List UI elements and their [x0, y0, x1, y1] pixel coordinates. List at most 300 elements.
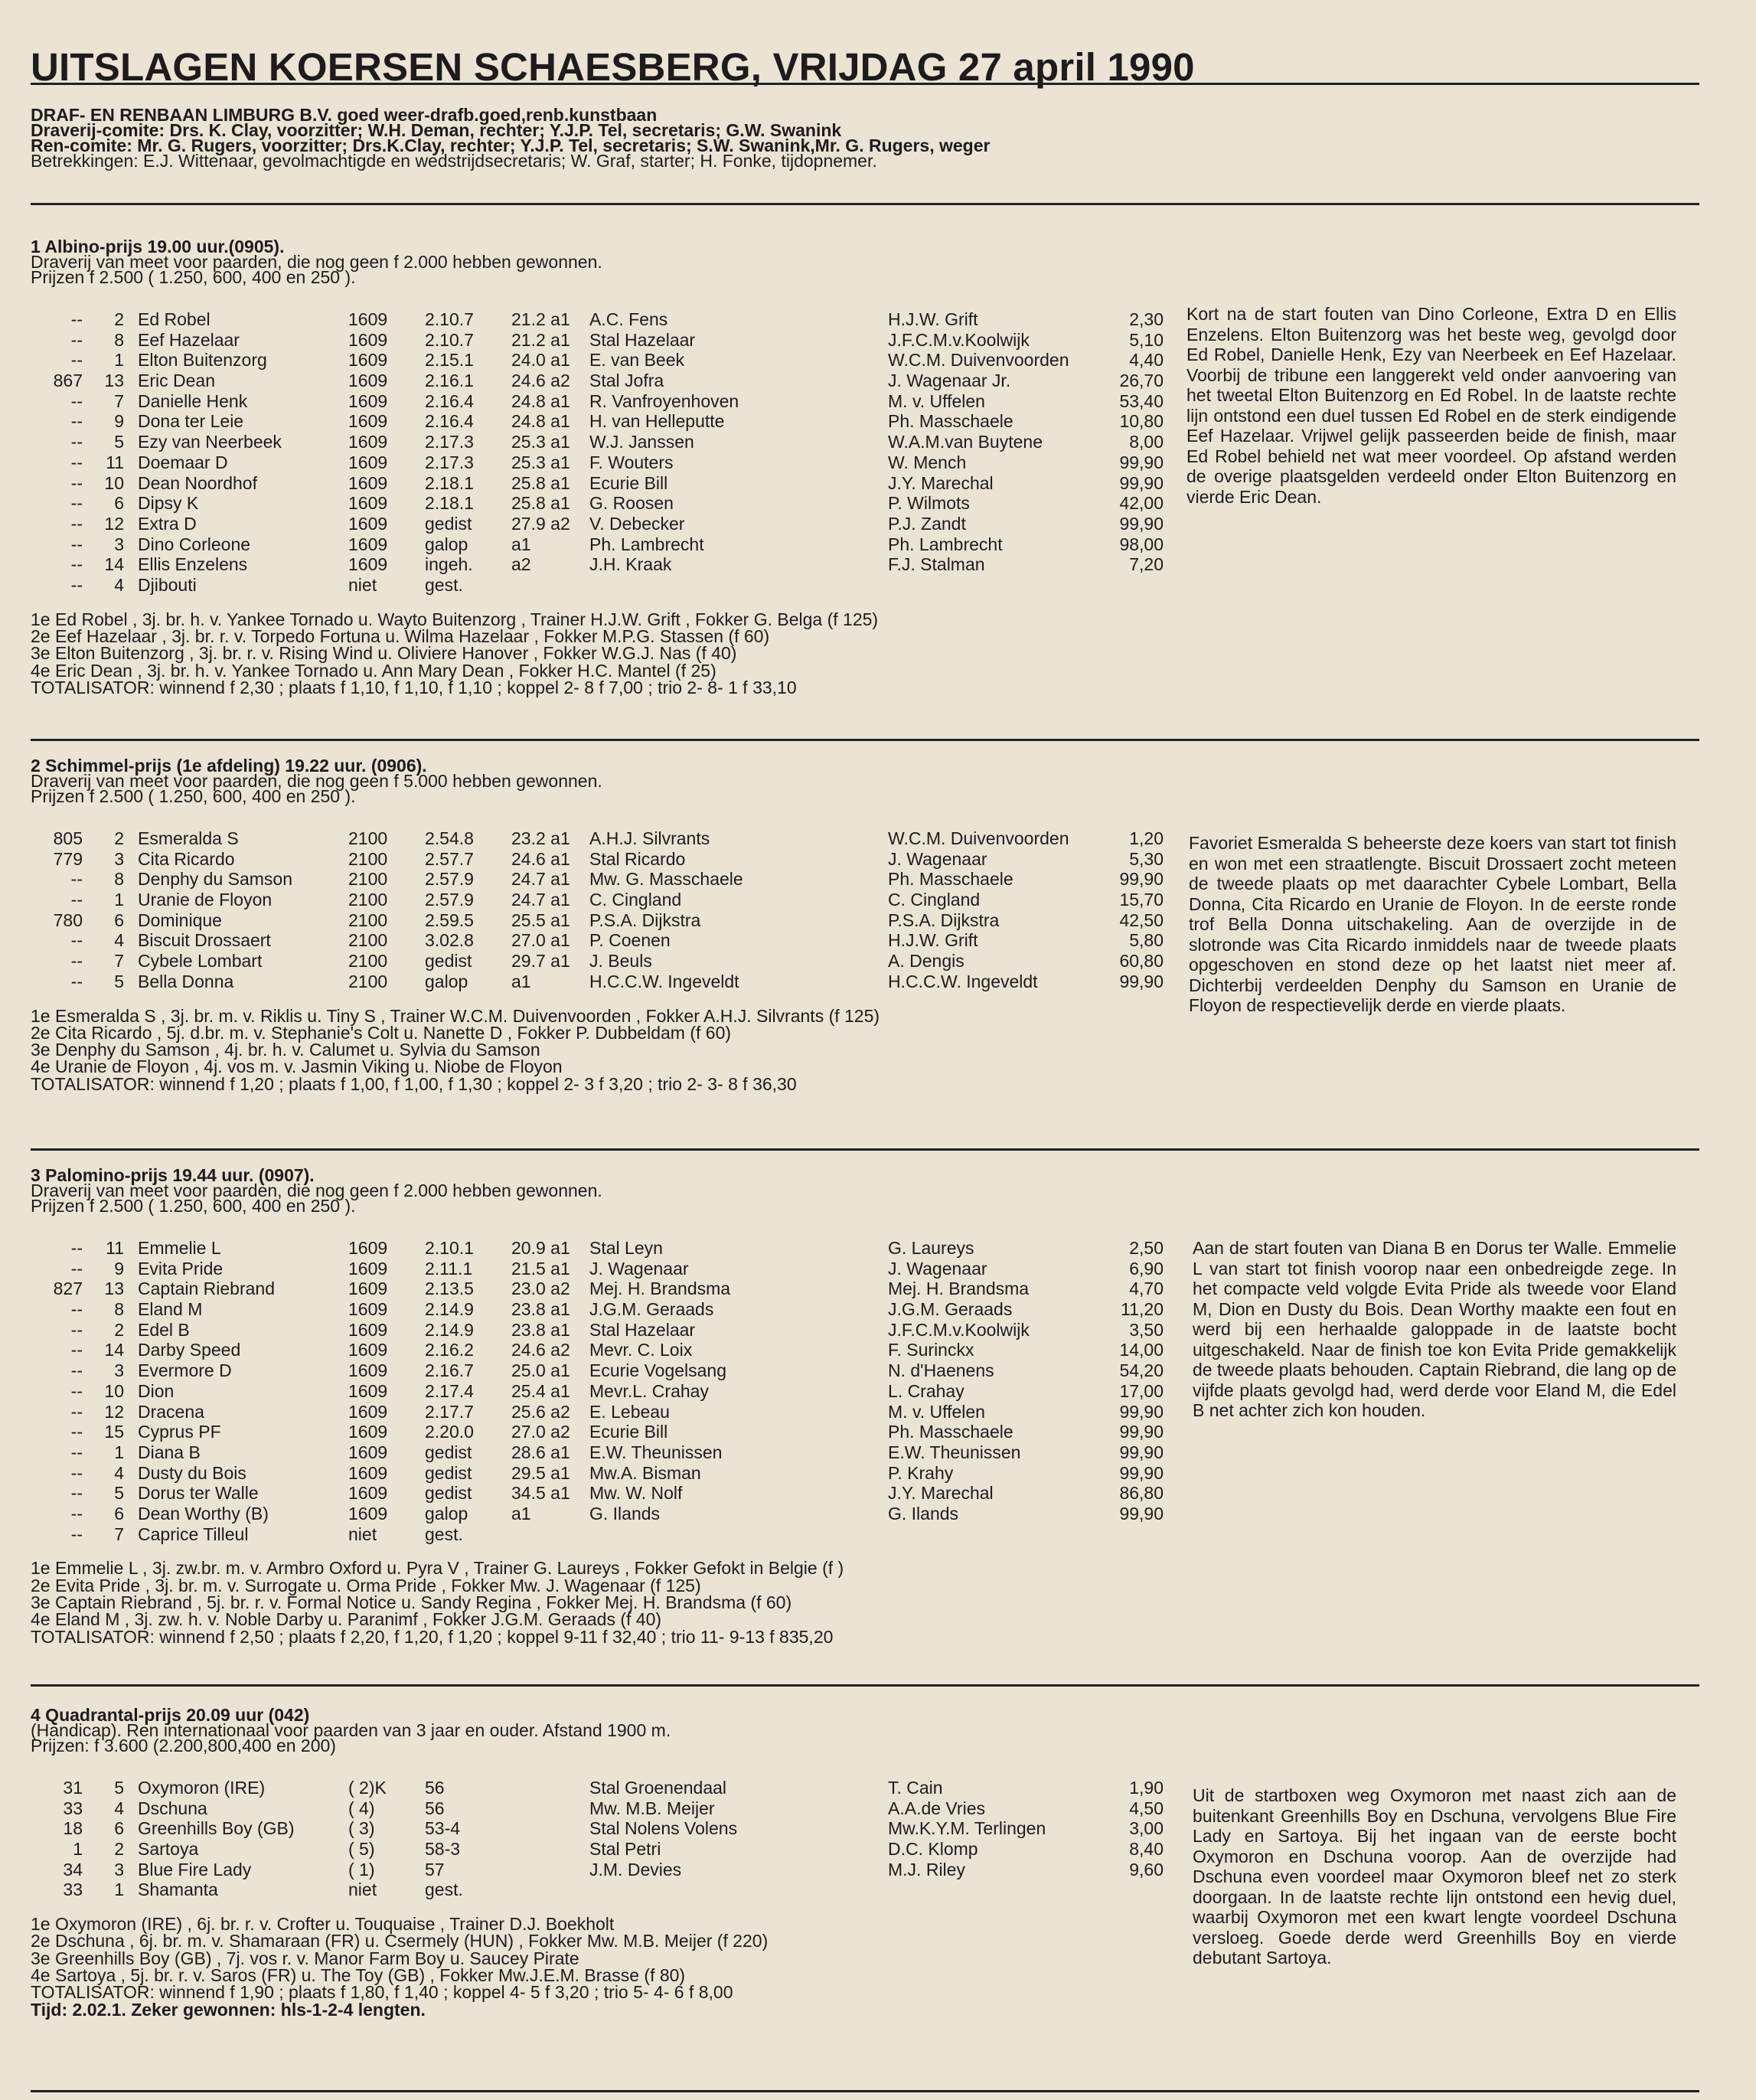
page-title: UITSLAGEN KOERSEN SCHAESBERG, VRIJDAG 27 april 1990: [31, 45, 1195, 89]
owner: Ph. Lambrecht: [589, 534, 704, 554]
horse-name: Ellis Enzelens: [138, 554, 248, 575]
driver: Mw.K.Y.M. Terlingen: [888, 1818, 1046, 1839]
time: 2.57.9: [425, 890, 474, 910]
time: 3.02.8: [425, 930, 474, 951]
start-number: 13: [104, 1279, 124, 1299]
km-time: 25.8 a1: [511, 472, 570, 493]
driver: J.G.M. Geraads: [888, 1299, 1013, 1320]
km-time: 24.7 a1: [511, 890, 570, 910]
owner: Stal Ricardo: [589, 848, 686, 869]
placing-line: 1e Emmelie L , 3j. zw.br. m. v. Armbro Oxford u. Pyra V , Trainer G. Laureys , Fokker Gefokt in Belgie (f ): [31, 1558, 844, 1579]
odds: 10,80: [1119, 411, 1164, 432]
placing-line: 4e Eland M , 3j. zw. h. v. Noble Darby u. Paranimf , Fokker J.G.M. Geraads (f 40): [31, 1609, 662, 1630]
race-report: Uit de startboxen weg Oxymoron met naast zich aan de buitenkant Greenhills Boy en Dschuna, vervolgens Blue Fire Lady en Sartoya. Bij het ingaan van de eerste bocht Oxymoron en Dschuna voorop. Aan de overzijde had Dschuna even voordeel maar Oxymoron bleef net zo sterk doorgaan. In de laatste rechte lijn ontstond een hevig duel, waarbij Oxymoron met een kwart lengte voordeel Dschuna versloeg. Goede derde werd Greenhills Boy en vierde debutant Sartoya.: [1193, 1785, 1676, 1968]
km-time: 24.8 a1: [511, 390, 570, 411]
time: 53-4: [425, 1818, 461, 1839]
start-number: 14: [104, 554, 124, 575]
time: galop: [425, 1503, 468, 1524]
prev-race-number: --: [70, 951, 83, 972]
horse-name: Eric Dean: [138, 371, 215, 391]
distance: 1609: [348, 1462, 388, 1483]
time: 2.16.7: [425, 1360, 474, 1381]
distance: 1609: [348, 513, 388, 534]
km-time: 20.9 a1: [511, 1238, 570, 1258]
km-time: 21.2 a1: [511, 329, 570, 350]
km-time: 29.7 a1: [511, 951, 570, 972]
time: 2.10.7: [425, 309, 474, 329]
owner: Ecurie Vogelsang: [589, 1360, 727, 1381]
start-number: 3: [114, 1360, 124, 1381]
prev-race-number: 779: [53, 848, 83, 869]
horse-name: Dusty du Bois: [138, 1462, 246, 1483]
prev-race-number: 780: [53, 910, 83, 930]
km-time: 25.8 a1: [511, 493, 570, 514]
placing-line: 2e Eef Hazelaar , 3j. br. r. v. Torpedo Fortuna u. Wilma Hazelaar , Fokker M.P.G. Stassen (f 60): [31, 625, 770, 646]
horse-name: Djibouti: [138, 574, 197, 595]
table-row: [31, 1442, 1707, 1463]
time: 2.17.3: [425, 432, 474, 452]
owner: Ecurie Bill: [589, 1422, 668, 1442]
placing-line: 3e Greenhills Boy (GB) , 7j. vos r. v. Manor Farm Boy u. Saucey Pirate: [31, 1948, 579, 1968]
time: 56: [425, 1798, 445, 1818]
distance: 1609: [348, 1483, 388, 1504]
driver: Ph. Lambrecht: [888, 534, 1003, 554]
odds: 5,80: [1129, 930, 1164, 951]
km-time: 25.3 a1: [511, 452, 570, 472]
race-header: [31, 1165, 1707, 1216]
start-number: 3: [114, 534, 124, 554]
time: gedist: [425, 1442, 472, 1462]
km-time: 25.6 a2: [511, 1401, 570, 1422]
km-time: a2: [511, 554, 531, 575]
distance: 1609: [348, 1238, 388, 1258]
race-prizes: Prijzen f 2.500 ( 1.250, 600, 400 en 250 ).: [31, 1196, 356, 1216]
start-number: 11: [106, 1238, 124, 1258]
odds: 5,30: [1129, 848, 1164, 869]
start-number: 3: [114, 1859, 124, 1880]
km-time: 23.8 a1: [511, 1299, 570, 1320]
time: 2.10.7: [425, 329, 474, 350]
owner: Stal Nolens Volens: [589, 1818, 738, 1839]
time: 2.17.7: [425, 1401, 474, 1422]
start-number: 2: [114, 1319, 124, 1340]
owner: J.M. Devies: [589, 1859, 682, 1880]
distance: 2100: [348, 828, 388, 848]
driver: E.W. Theunissen: [888, 1442, 1021, 1462]
owner: P. Coenen: [589, 930, 671, 951]
driver: T. Cain: [888, 1778, 943, 1798]
owner: Stal Groenendaal: [589, 1778, 727, 1798]
driver: Ph. Masschaele: [888, 1422, 1013, 1442]
prev-race-number: --: [70, 1462, 83, 1483]
distance: 1609: [348, 554, 388, 575]
odds: 99,90: [1119, 1442, 1164, 1462]
owner: Mw.A. Bisman: [589, 1462, 701, 1483]
prev-race-number: 18: [63, 1818, 83, 1839]
time: gedist: [425, 951, 472, 972]
horse-name: Ed Robel: [138, 309, 211, 329]
odds: 99,90: [1119, 472, 1164, 493]
driver: W.C.M. Duivenvoorden: [888, 350, 1069, 371]
distance: 1609: [348, 1442, 388, 1462]
time: 2.14.9: [425, 1299, 474, 1320]
race-desc: Draverij van meet voor paarden, die nog geen f 2.000 hebben gewonnen.: [31, 1181, 602, 1200]
distance: 1609: [348, 1299, 388, 1320]
race-1: [31, 239, 1707, 696]
table-row: [31, 1422, 1707, 1442]
prev-race-number: 34: [63, 1859, 83, 1880]
driver: H.J.W. Grift: [888, 930, 978, 951]
odds: 4,70: [1129, 1279, 1164, 1299]
placing-line: 2e Dschuna , 6j. br. m. v. Shamaraan (FR) u. Csermely (HUN) , Fokker Mw. M.B. Meijer (f 220): [31, 1931, 769, 1951]
horse-name: Eef Hazelaar: [138, 329, 240, 350]
distance: 1609: [348, 534, 388, 554]
km-time: 25.4 a1: [511, 1380, 570, 1401]
time: 2.15.1: [425, 350, 474, 371]
race-divider: [31, 1148, 1699, 1151]
horse-name: Bella Donna: [138, 971, 234, 991]
horse-name: Dona ter Leie: [138, 411, 244, 432]
venue-line: DRAF- EN RENBAAN LIMBURG B.V. goed weer-drafb.goed,renb.kunstbaan: [31, 105, 658, 125]
driver: M. v. Uffelen: [888, 1401, 985, 1422]
prev-race-number: --: [70, 1299, 83, 1320]
racing-committee-line: Ren-comite: Mr. G. Rugers, voorzitter; Drs.K.Clay, rechter; Y.J.P. Tel, secretaris; S.W. Swanink,Mr. G. Rugers, weger: [31, 136, 991, 155]
owner: R. Vanfroyenhoven: [589, 390, 739, 411]
table-row: [31, 1504, 1707, 1524]
time: gedist: [425, 1462, 472, 1483]
start-number: 8: [114, 869, 124, 890]
odds: 60,80: [1119, 951, 1164, 972]
race-prizes: Prijzen f 2.500 ( 1.250, 600, 400 en 250 ).: [31, 786, 356, 806]
odds: 15,70: [1119, 890, 1164, 910]
km-time: 27.0 a2: [511, 1422, 570, 1442]
time: 2.57.9: [425, 869, 474, 890]
prev-race-number: --: [70, 432, 83, 452]
km-time: 24.6 a2: [511, 1340, 570, 1360]
placing-line: 1e Oxymoron (IRE) , 6j. br. r. v. Crofter u. Touquaise , Trainer D.J. Boekholt: [31, 1914, 615, 1935]
driver: A. Dengis: [888, 951, 964, 972]
odds: 7,20: [1129, 554, 1164, 575]
km-time: 24.0 a1: [511, 350, 570, 371]
officials-line: Betrekkingen: E.J. Wittenaar, gevolmachtigde en wedstrijdsecretaris; W. Graf, starter; H. Fonke, tijdopnemer.: [31, 151, 877, 171]
time: 2.14.9: [425, 1319, 474, 1340]
owner: E.W. Theunissen: [589, 1442, 723, 1462]
owner: W.J. Janssen: [589, 432, 694, 452]
prev-race-number: --: [70, 574, 83, 595]
placing-line: TOTALISATOR: winnend f 1,20 ; plaats f 1,00, f 1,00, f 1,30 ; koppel 2- 3 f 3,20 ; trio 2- 3- 8 f 36,30: [31, 1073, 797, 1094]
driver: Ph. Masschaele: [888, 869, 1013, 890]
placing-line: 4e Uranie de Floyon , 4j. vos m. v. Jasmin Viking u. Niobe de Floyon: [31, 1057, 563, 1077]
distance: 1609: [348, 472, 388, 493]
title-divider: [31, 83, 1699, 85]
distance: ( 4): [348, 1798, 375, 1818]
owner: E. van Beek: [589, 350, 685, 371]
distance: 1609: [348, 1401, 388, 1422]
race-divider: [31, 2090, 1699, 2092]
prev-race-number: --: [70, 1258, 83, 1279]
start-number: 5: [114, 432, 124, 452]
odds: 54,20: [1119, 1360, 1164, 1381]
start-number: 5: [114, 971, 124, 991]
time: 2.54.8: [425, 828, 474, 848]
start-number: 1: [114, 1442, 124, 1462]
placing-line: TOTALISATOR: winnend f 2,30 ; plaats f 1,10, f 1,10, f 1,10 ; koppel 2- 8 f 7,00 ; trio 2- 8- 1 f 33,10: [31, 677, 797, 697]
odds: 99,90: [1119, 452, 1164, 472]
distance: 2100: [348, 930, 388, 951]
race-title: 2 Schimmel-prijs (1e afdeling) 19.22 uur. (0906).: [31, 756, 427, 776]
horse-name: Doemaar D: [138, 452, 228, 472]
start-number: 2: [114, 1839, 124, 1860]
horse-name: Danielle Henk: [138, 390, 248, 411]
distance: niet: [348, 1880, 377, 1900]
race-desc: Draverij van meet voor paarden, die nog geen f 5.000 hebben gewonnen.: [31, 771, 602, 791]
odds: 9,60: [1129, 1859, 1164, 1880]
table-row: [31, 575, 1707, 596]
start-number: 5: [114, 1778, 124, 1798]
start-number: 2: [114, 309, 124, 329]
horse-name: Elton Buitenzorg: [138, 350, 267, 371]
km-time: 27.9 a2: [511, 513, 570, 534]
time: gest.: [425, 1524, 463, 1544]
driver: Mej. H. Brandsma: [888, 1279, 1030, 1299]
driver: H.J.W. Grift: [888, 309, 978, 329]
owner: P.S.A. Dijkstra: [589, 910, 701, 930]
horse-name: Esmeralda S: [138, 828, 239, 848]
horse-name: Denphy du Samson: [138, 869, 293, 890]
time: 2.18.1: [425, 472, 474, 493]
distance: 2100: [348, 951, 388, 972]
distance: 2100: [348, 910, 388, 930]
prev-race-number: --: [70, 493, 83, 514]
owner: Ecurie Bill: [589, 472, 668, 493]
start-number: 6: [114, 1818, 124, 1839]
meeting-info: [31, 105, 991, 171]
driver: W.C.M. Duivenvoorden: [888, 828, 1069, 848]
odds: 3,00: [1129, 1818, 1164, 1839]
prev-race-number: --: [70, 350, 83, 371]
prev-race-number: 33: [63, 1880, 83, 1900]
start-number: 7: [114, 951, 124, 972]
placing-line: 3e Captain Riebrand , 5j. br. r. v. Formal Notice u. Sandy Regina , Fokker Mej. H. Brandsma (f 60): [31, 1592, 792, 1612]
driver: N. d'Haenens: [888, 1360, 994, 1381]
start-number: 8: [114, 329, 124, 350]
info-divider: [31, 203, 1699, 205]
time: 2.13.5: [425, 1279, 474, 1299]
km-time: 21.5 a1: [511, 1258, 570, 1279]
owner: A.C. Fens: [589, 309, 668, 329]
odds: 86,80: [1119, 1483, 1164, 1504]
odds: 2,50: [1129, 1238, 1164, 1258]
horse-name: Captain Riebrand: [138, 1279, 276, 1299]
start-number: 7: [114, 1524, 124, 1544]
race-desc: (Handicap). Ren internationaal voor paarden van 3 jaar en ouder. Afstand 1900 m.: [31, 1720, 671, 1740]
driver: J.F.C.M.v.Koolwijk: [888, 1319, 1030, 1340]
horse-name: Dracena: [138, 1401, 204, 1422]
km-time: 21.2 a1: [511, 309, 570, 329]
horse-name: Edel B: [138, 1319, 190, 1340]
horse-name: Dean Worthy (B): [138, 1503, 269, 1524]
start-number: 14: [104, 1340, 124, 1360]
driver: M.J. Riley: [888, 1859, 965, 1880]
placing-line: Tijd: 2.02.1. Zeker gewonnen: hls-1-2-4 lengten.: [31, 1999, 426, 2020]
race-prizes: Prijzen: f 3.600 (2.200,800,400 en 200): [31, 1736, 336, 1755]
owner: H. van Helleputte: [589, 411, 725, 432]
driver: Ph. Masschaele: [888, 411, 1013, 432]
horse-name: Emmelie L: [138, 1238, 221, 1258]
horse-name: Evita Pride: [138, 1258, 224, 1279]
distance: 1609: [348, 493, 388, 514]
owner: Mevr.L. Crahay: [589, 1380, 709, 1401]
horse-name: Evermore D: [138, 1360, 232, 1381]
time: 2.16.4: [425, 390, 474, 411]
prev-race-number: --: [70, 411, 83, 432]
table-row: [31, 1483, 1707, 1504]
horse-name: Uranie de Floyon: [138, 890, 273, 910]
km-time: 27.0 a1: [511, 930, 570, 951]
odds: 14,00: [1119, 1340, 1164, 1360]
odds: 99,90: [1119, 1401, 1164, 1422]
owner: Stal Petri: [589, 1839, 661, 1860]
prev-race-number: --: [70, 930, 83, 951]
odds: 26,70: [1119, 371, 1164, 391]
table-row: [31, 554, 1707, 575]
race-report: Kort na de start fouten van Dino Corleone, Extra D en Ellis Enzelens. Elton Buitenzorg was het beste weg, gevolgd door Ed Robel, Danielle Henk, Ezy van Neerbeek en Eef Hazelaar. Voorbij de tribune een langgerekt veld onder aanvoering van het tweetal Elton Buitenzorg en Ed Robel. In de laatste rechte lijn ontstond een duel tussen Ed Robel en de sterk eindigende Eef Hazelaar. Vrijwel gelijk passeerden beide de finish, maar Ed Robel behield net wat meer voordeel. Op afstand werden de overige plaatsgelden verdeeld onder Elton Buitenzorg en vierde Eric Dean.: [1186, 304, 1676, 507]
prev-race-number: --: [70, 329, 83, 350]
table-row: [31, 1524, 1707, 1545]
driver: P.J. Zandt: [888, 513, 966, 534]
time: 56: [425, 1778, 445, 1798]
distance: 1609: [348, 1340, 388, 1360]
owner: Stal Jofra: [589, 371, 664, 391]
owner: Mevr. C. Loix: [589, 1340, 693, 1360]
start-number: 1: [114, 350, 124, 371]
placing-line: 1e Esmeralda S , 3j. br. m. v. Riklis u. Tiny S , Trainer W.C.M. Duivenvoorden , Fokker A.H.J. Silvrants (f 125): [31, 1005, 880, 1026]
race-3: [31, 1165, 1707, 1647]
horse-name: Diana B: [138, 1442, 201, 1462]
start-number: 4: [114, 930, 124, 951]
start-number: 4: [114, 1798, 124, 1818]
distance: 1609: [348, 1258, 388, 1279]
owner: A.H.J. Silvrants: [589, 828, 710, 848]
km-time: 25.5 a1: [511, 910, 570, 930]
horse-name: Dion: [138, 1380, 175, 1401]
driver: H.C.C.W. Ingeveldt: [888, 971, 1038, 991]
distance: 1609: [348, 1422, 388, 1442]
km-time: 24.6 a2: [511, 371, 570, 391]
driver: J.Y. Marechal: [888, 1483, 994, 1504]
prev-race-number: --: [70, 534, 83, 554]
distance: 1609: [348, 1503, 388, 1524]
time: 58-3: [425, 1839, 461, 1860]
start-number: 2: [114, 828, 124, 848]
race-header: [31, 239, 1707, 285]
table-row: [31, 514, 1707, 534]
prev-race-number: --: [70, 1422, 83, 1442]
horse-name: Oxymoron (IRE): [138, 1778, 266, 1798]
race-title: 3 Palomino-prijs 19.44 uur. (0907).: [31, 1165, 315, 1185]
owner: G. Roosen: [589, 493, 674, 514]
km-time: 23.8 a1: [511, 1319, 570, 1340]
km-time: a1: [511, 534, 531, 554]
distance: 1609: [348, 390, 388, 411]
owner: Stal Leyn: [589, 1238, 663, 1258]
distance: 1609: [348, 1279, 388, 1299]
odds: 99,90: [1119, 513, 1164, 534]
prev-race-number: --: [70, 1319, 83, 1340]
placings: [31, 1005, 1707, 1094]
start-number: 6: [114, 910, 124, 930]
driver: J. Wagenaar: [888, 848, 987, 869]
placing-line: 4e Sartoya , 5j. br. r. v. Saros (FR) u. The Toy (GB) , Fokker Mw.J.E.M. Brasse (f 80): [31, 1965, 686, 1986]
horse-name: Cita Ricardo: [138, 848, 235, 869]
prev-race-number: --: [70, 309, 83, 329]
distance: niet: [348, 1524, 377, 1544]
prev-race-number: --: [70, 1503, 83, 1524]
start-number: 3: [114, 848, 124, 869]
prev-race-number: --: [70, 890, 83, 910]
driver: P. Krahy: [888, 1462, 954, 1483]
odds: 4,40: [1129, 350, 1164, 371]
prev-race-number: 827: [53, 1279, 83, 1299]
time: galop: [425, 534, 468, 554]
start-number: 9: [114, 1258, 124, 1279]
owner: J. Beuls: [589, 951, 652, 972]
driver: P. Wilmots: [888, 493, 970, 514]
start-number: 7: [114, 390, 124, 411]
km-time: 24.8 a1: [511, 411, 570, 432]
owner: V. Debecker: [589, 513, 685, 534]
owner: Stal Hazelaar: [589, 1319, 696, 1340]
time: 2.11.1: [425, 1258, 473, 1279]
driver: F. Surinckx: [888, 1340, 974, 1360]
horse-name: Eland M: [138, 1299, 203, 1320]
time: 2.17.3: [425, 452, 474, 472]
driver: L. Crahay: [888, 1380, 964, 1401]
odds: 42,50: [1119, 910, 1164, 930]
distance: 1609: [348, 1319, 388, 1340]
horse-name: Dean Noordhof: [138, 472, 257, 493]
race-title: 4 Quadrantal-prijs 20.09 uur (042): [31, 1705, 310, 1725]
odds: 1,90: [1129, 1778, 1164, 1798]
horse-name: Dschuna: [138, 1798, 207, 1818]
horse-name: Biscuit Drossaert: [138, 930, 271, 951]
horse-name: Caprice Tilleul: [138, 1524, 249, 1544]
prev-race-number: --: [70, 971, 83, 991]
prev-race-number: --: [70, 1380, 83, 1401]
prev-race-number: --: [70, 869, 83, 890]
race-header: [31, 1707, 1707, 1753]
owner: Mw. M.B. Meijer: [589, 1798, 715, 1818]
distance: 2100: [348, 848, 388, 869]
distance: ( 3): [348, 1818, 375, 1839]
distance: 1609: [348, 329, 388, 350]
prev-race-number: --: [70, 1442, 83, 1462]
horse-name: Ezy van Neerbeek: [138, 432, 282, 452]
start-number: 6: [114, 493, 124, 514]
start-number: 12: [104, 513, 124, 534]
driver: C. Cingland: [888, 890, 981, 910]
odds: 99,90: [1119, 869, 1164, 890]
prev-race-number: 805: [53, 828, 83, 848]
odds: 3,50: [1129, 1319, 1164, 1340]
horse-name: Dorus ter Walle: [138, 1483, 259, 1504]
km-time: 24.7 a1: [511, 869, 570, 890]
driver: F.J. Stalman: [888, 554, 985, 575]
race-4: [31, 1707, 1707, 2018]
distance: 1609: [348, 371, 388, 391]
race-title: 1 Albino-prijs 19.00 uur.(0905).: [31, 237, 285, 256]
time: 57: [425, 1859, 445, 1880]
